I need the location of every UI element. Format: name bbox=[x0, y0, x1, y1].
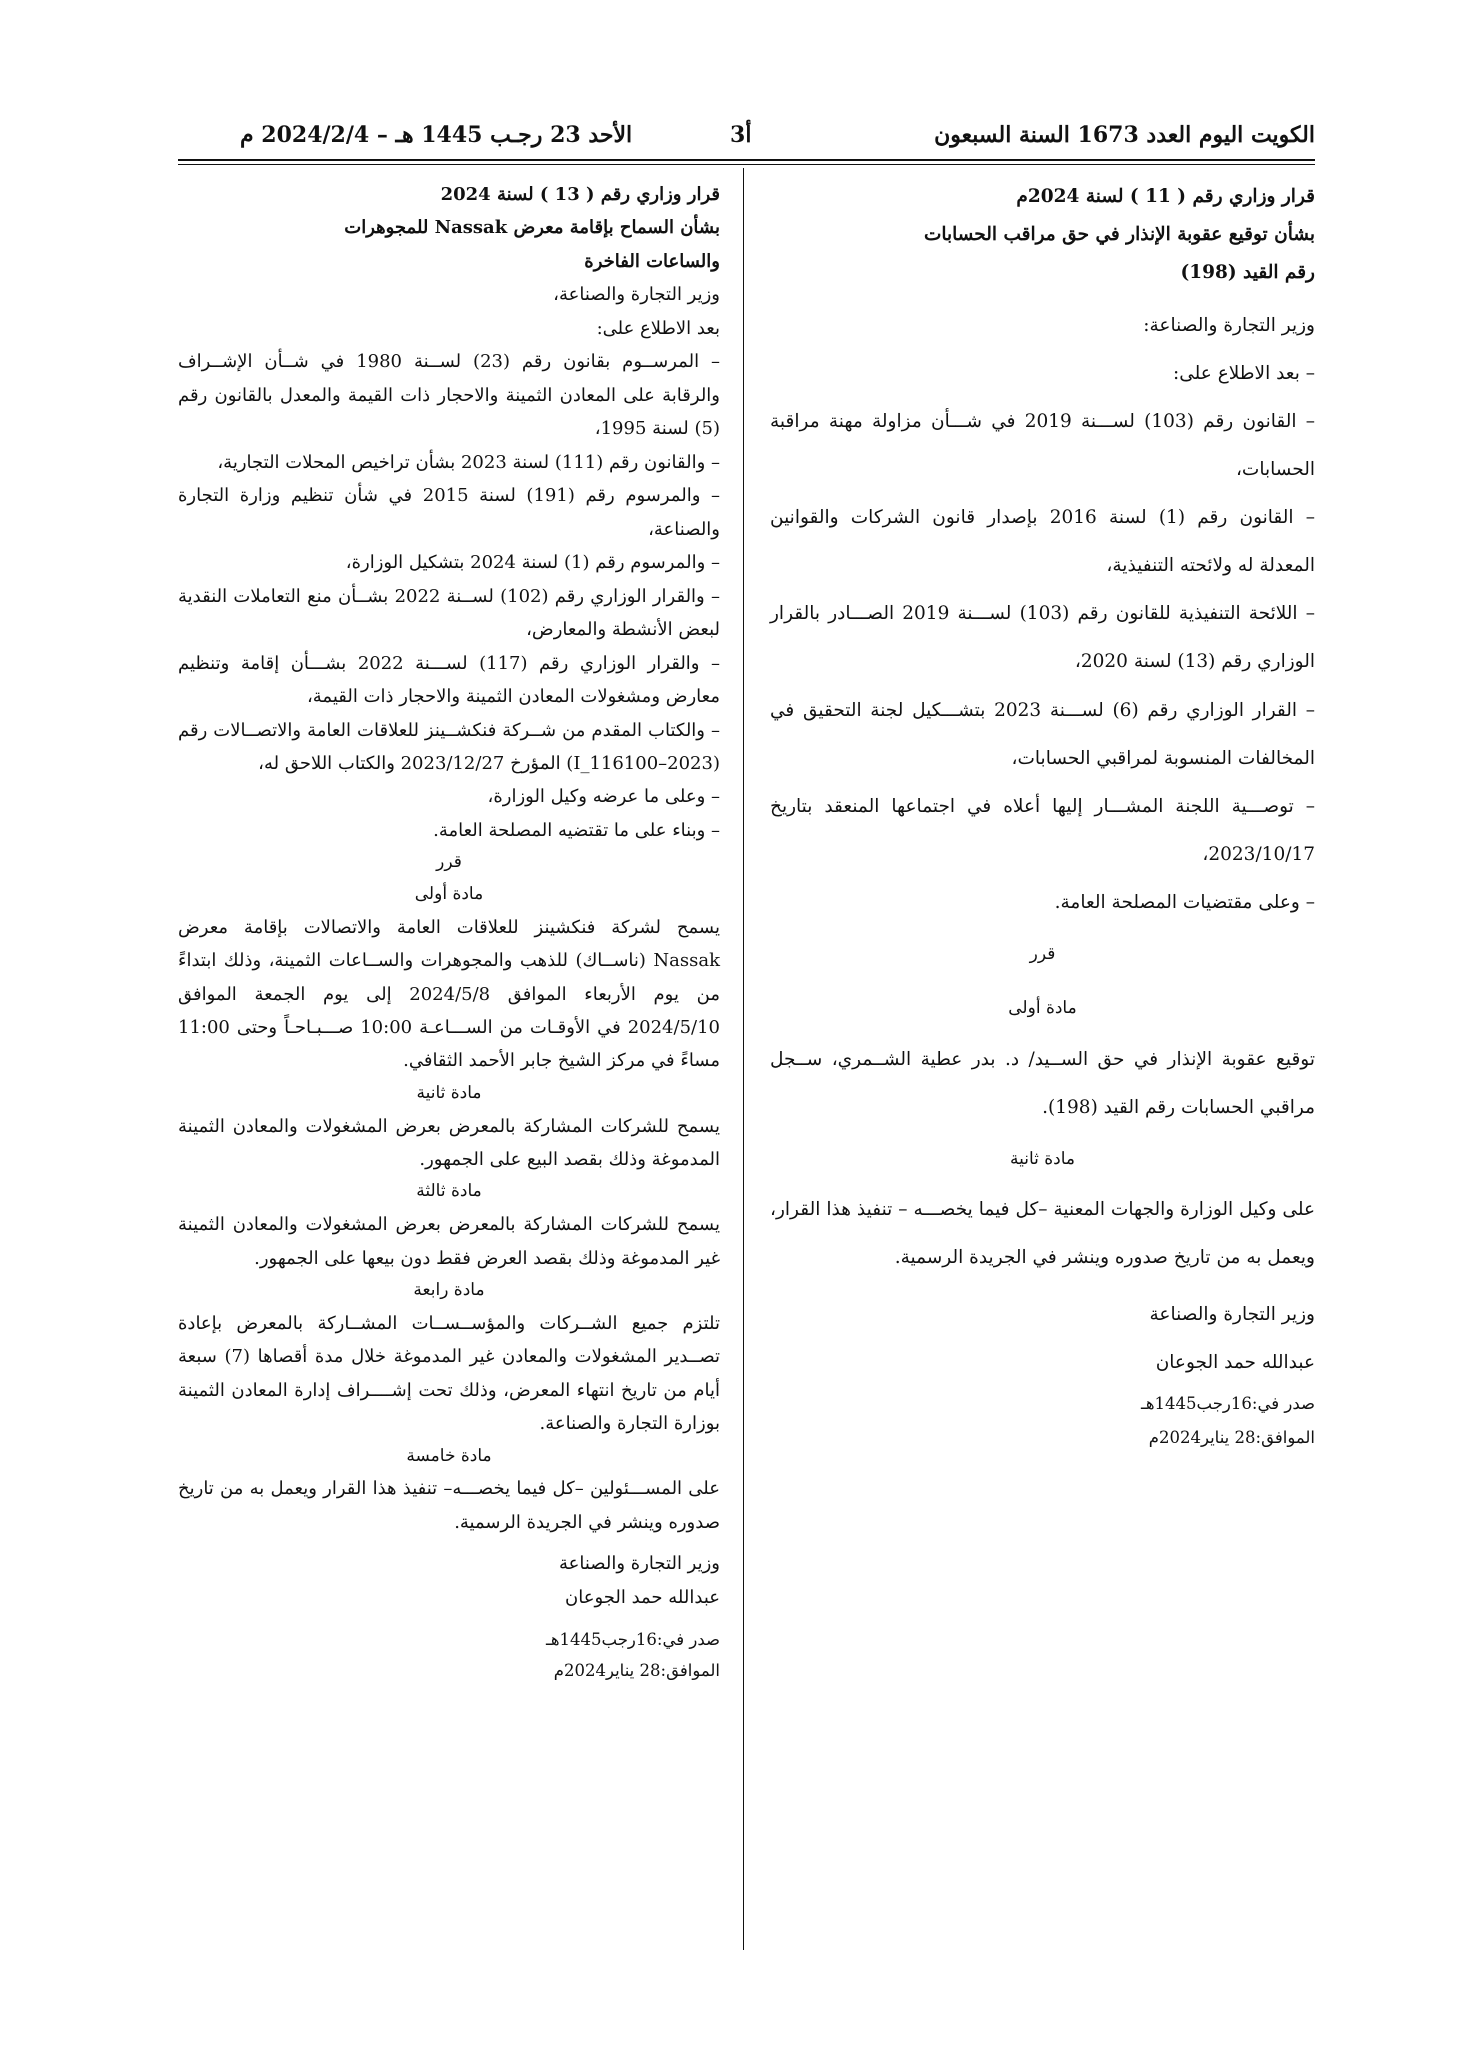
article-text: على المســـئولين –كل فيما يخصـــه– تنفيذ هذا القرار ويعمل به من تاريخ صدوره وينشر في الجريدة الرسمية. bbox=[178, 1478, 720, 1533]
preamble-line: – بعد الاطلاع على: bbox=[1173, 362, 1315, 384]
preamble-line: – وبناء على ما تقتضيه المصلحة العامة. bbox=[433, 819, 720, 841]
preamble-line: – والقرار الوزاري رقم (102) لســنة 2022 بشــأن منع التعاملات النقدية لبعض الأنشطة والمعارض، bbox=[178, 585, 721, 641]
article-text: يسمح لشركة فنكشينز للعلاقات العامة والاتصالات بإقامة معرض Nassak (ناســاك) للذهب والمجوهرات والســاعات الثمينة، وذلك ابتداءً من يوم الأربعاء الموافق 2024/5/8 إلى يوم الجمعة الموافق 2024/5/10 في الأوقـات من الســـاعـة 10:00 صـــبـاحـاً وحتى 11:00 مساءً في مركز الشيخ جابر الأحمد الثقافي. bbox=[178, 916, 721, 1072]
article-text: تلتزم جميع الشــركات والمؤســســات المشــاركة بالمعرض بإعادة تصــدير المشغولات والمعادن غير المدموغة خلال مدة أقصاها (7) سبعة أيام من تاريخ انتهاء المعرض، وذلك تحت إشــــراف إدارة المعادن الثمينة بوزارة التجارة والصناعة. bbox=[178, 1312, 721, 1435]
preamble-line: – القرار الوزاري رقم (6) لســـنة 2023 بتشـــكيل لجنة التحقيق في المخالفات المنسوبة لمراقبي الحسابات، bbox=[770, 699, 1315, 769]
article-heading: مادة ثانية bbox=[1009, 1148, 1076, 1169]
preamble-line: – وعلى ما عرضه وكيل الوزارة، bbox=[487, 786, 720, 808]
signature-title: وزير التجارة والصناعة bbox=[558, 1553, 720, 1575]
preamble-line: – والمرسوم رقم (1) لسنة 2024 بتشكيل الوزارة، bbox=[345, 552, 720, 574]
decision-11-title: قرار وزاري رقم ( 11 ) لسنة 2024م bbox=[1016, 186, 1315, 207]
decision-11-column bbox=[770, 178, 1315, 1456]
header-issue-info: الكويت اليوم العدد 1673 السنة السبعون bbox=[934, 122, 1315, 148]
signature-name: عبدالله حمد الجوعان bbox=[565, 1586, 720, 1608]
header-rule-bottom bbox=[178, 164, 1315, 165]
decision-13-subject: بشأن السماح بإقامة معرض Nassak للمجوهرات bbox=[344, 217, 720, 239]
decided-heading: قرر bbox=[1029, 943, 1056, 964]
preamble-line: – والمرسوم رقم (191) لسنة 2015 في شأن تنظيم وزارة التجارة والصناعة، bbox=[178, 485, 720, 540]
article-text: على وكيل الوزارة والجهات المعنية –كل فيما يخصـــه – تنفيذ هذا القرار، ويعمل به من تاريخ صدوره وينشر في الجريدة الرسمية. bbox=[770, 1199, 1315, 1269]
preamble-line: وزير التجارة والصناعة: bbox=[1143, 314, 1315, 336]
article-heading: مادة ثالثة bbox=[416, 1181, 482, 1202]
preamble-line: – والقانون رقم (111) لسنة 2023 بشأن تراخيص المحلات التجارية، bbox=[217, 451, 720, 473]
article-text: توقيع عقوبة الإنذار في حق الســيد/ د. بدر عطية الشــمري، ســجل مراقبي الحسابات رقم القيد (198). bbox=[770, 1048, 1315, 1118]
article-heading: مادة رابعة bbox=[413, 1280, 485, 1301]
decision-13-title: قرار وزاري رقم ( 13 ) لسنة 2024 bbox=[440, 184, 720, 205]
header-date: الأحد 23 رجـب 1445 هـ – 2024/2/4 م bbox=[240, 122, 633, 148]
preamble-line: – وعلى مقتضيات المصلحة العامة. bbox=[1054, 891, 1315, 913]
header-rule-top bbox=[178, 159, 1315, 161]
decision-13-column bbox=[178, 178, 720, 1687]
article-heading: مادة خامسة bbox=[406, 1445, 492, 1466]
article-heading: مادة ثانية bbox=[416, 1082, 482, 1103]
corresponding-date: الموافق:28 يناير2024م bbox=[553, 1661, 720, 1681]
decision-11-registration: رقم القيد (198) bbox=[1180, 261, 1315, 283]
decision-11-subject: بشأن توقيع عقوبة الإنذار في حق مراقب الحسابات bbox=[923, 223, 1315, 245]
decision-13-subject-cont: والساعات الفاخرة bbox=[584, 250, 720, 272]
preamble-line: وزير التجارة والصناعة، bbox=[553, 284, 720, 306]
preamble-line: – والكتاب المقدم من شــركة فنكشــينز للعلاقات العامة والاتصــالات رقم (I_116100–2023) المؤرخ 2023/12/27 والكتاب اللاحق له، bbox=[178, 719, 720, 774]
column-divider bbox=[743, 168, 744, 1950]
running-header bbox=[178, 118, 1315, 154]
preamble-line: – توصـــية اللجنة المشـــار إليها أعلاه في اجتماعها المنعقد بتاريخ 2023/10/17، bbox=[770, 795, 1315, 865]
preamble-line: – المرســوم بقانون رقم (23) لســنة 1980 في شــأن الإشــراف والرقابة على المعادن الثمينة والاحجار ذات القيمة والمعدل بالقانون رقم (5) لسنة 1995، bbox=[178, 351, 720, 440]
preamble-line: – اللائحة التنفيذية للقانون رقم (103) لســـنة 2019 الصـــادر بالقرار الوزاري رقم (13) لسنة 2020، bbox=[770, 603, 1315, 673]
corresponding-date: الموافق:28 يناير2024م bbox=[1148, 1428, 1315, 1448]
signature-title: وزير التجارة والصناعة bbox=[1149, 1303, 1315, 1325]
preamble-line: – والقرار الوزاري رقم (117) لســـنة 2022 بشـــأن إقامة وتنظيم معارض ومشغولات المعادن الثمينة والاحجار ذات القيمة، bbox=[178, 652, 721, 708]
article-text: يسمح للشركات المشاركة بالمعرض بعرض المشغولات والمعادن الثمينة غير المدموغة وذلك بقصد العرض فقط دون بيعها على الجمهور. bbox=[178, 1214, 720, 1269]
article-heading: مادة أولى bbox=[414, 883, 484, 904]
preamble-line: – القانون رقم (103) لســـنة 2019 في شـــأن مزاولة مهنة مراقبة الحسابات، bbox=[770, 410, 1316, 481]
page-number: أ3 bbox=[730, 122, 752, 148]
article-text: يسمح للشركات المشاركة بالمعرض بعرض المشغولات والمعادن الثمينة المدموغة وذلك بقصد البيع على الجمهور. bbox=[178, 1115, 720, 1171]
preamble-line: – القانون رقم (1) لسنة 2016 بإصدار قانون الشركات والقوانين المعدلة له ولائحته التنفيذية، bbox=[770, 507, 1315, 577]
preamble-line: بعد الاطلاع على: bbox=[596, 317, 720, 339]
article-heading: مادة أولى bbox=[1008, 998, 1077, 1019]
issued-date: صدر في:16رجب1445هـ bbox=[1140, 1393, 1315, 1413]
signature-name: عبدالله حمد الجوعان bbox=[1155, 1351, 1315, 1373]
decided-heading: قرر bbox=[436, 852, 462, 873]
issued-date: صدر في:16رجب1445هـ bbox=[545, 1630, 720, 1649]
